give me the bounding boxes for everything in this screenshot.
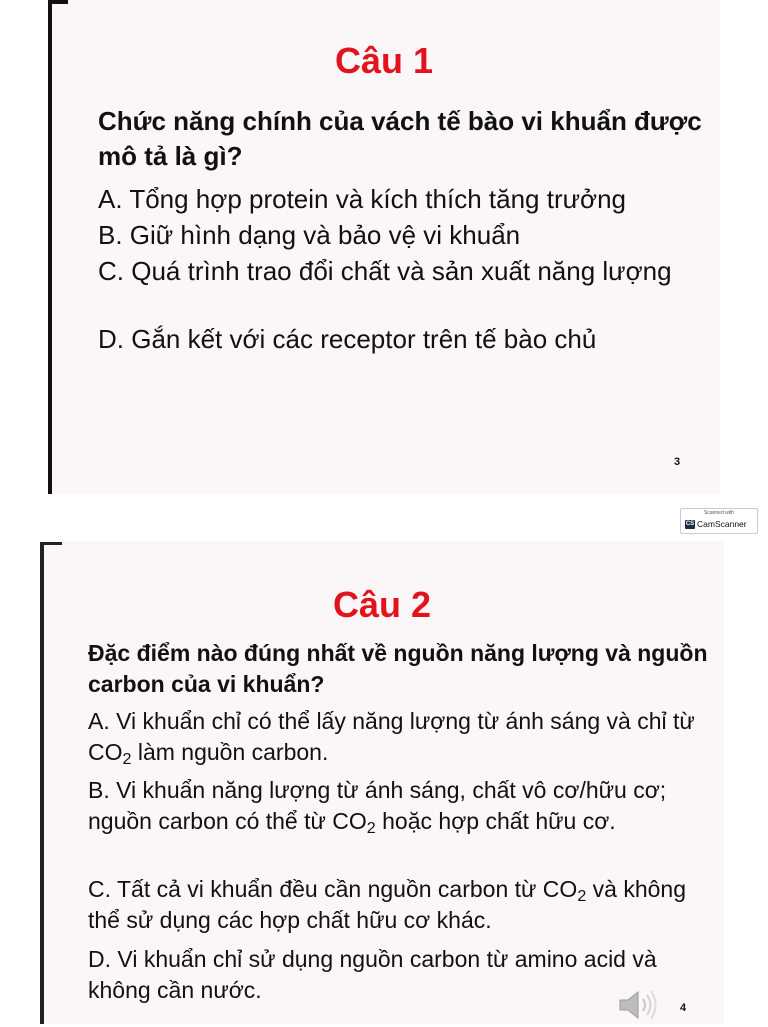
option-c-subscript: 2 <box>577 887 587 906</box>
question-1-option-a: A. Tổng hợp protein và kích thích tăng trưởng <box>98 184 626 214</box>
question-1-option-d: D. Gắn kết với các receptor trên tế bào chủ <box>98 324 597 354</box>
question-2-option-c <box>88 874 718 936</box>
slide-2 <box>40 542 724 1024</box>
slide-top-edge <box>40 542 62 545</box>
scanned-with-label: Scanned with <box>703 510 735 516</box>
question-2-option-a <box>88 706 718 768</box>
option-a-text: A. Vi khuẩn chỉ có thể lấy năng lượng từ ánh sáng và chỉ từ CO <box>88 708 695 765</box>
question-1-option-b: B. Giữ hình dạng và bảo vệ vi khuẩn <box>98 220 521 250</box>
question-2-title: Câu 2 <box>332 584 432 625</box>
question-2-option-d: D. Vi khuẩn chỉ sử dụng nguồn carbon từ amino acid và không cần nước. <box>88 946 657 1003</box>
option-c-text-end: và không thể sử dụng các hợp chất hữu cơ khác. <box>88 876 687 933</box>
page-number-3: 3 <box>674 456 681 468</box>
question-1-title: Câu 1 <box>334 40 434 81</box>
option-b-text-end: hoặc hợp chất hữu cơ. <box>375 808 616 834</box>
camscanner-name: CamScanner <box>697 519 747 529</box>
question-2-text: Đặc điểm nào đúng nhất về nguồn năng lượng và nguồn carbon của vi khuẩn? <box>88 640 708 697</box>
option-c-text: C. Tất cả vi khuẩn đều cần nguồn carbon từ CO <box>88 876 578 902</box>
page-number-4: 4 <box>680 1002 687 1014</box>
camscanner-watermark <box>680 508 758 534</box>
option-b-text: B. Vi khuẩn năng lượng từ ánh sáng, chất vô cơ/hữu cơ; nguồn carbon có thể từ CO <box>88 777 667 834</box>
camscanner-logo-icon: CS <box>685 521 695 527</box>
question-1-option-c: C. Quá trình trao đổi chất và sản xuất năng lượng <box>98 256 672 286</box>
option-a-subscript: 2 <box>122 750 132 769</box>
question-1-text: Chức năng chính của vách tế bào vi khuẩn được mô tả là gì? <box>98 106 702 171</box>
speaker-icon[interactable] <box>616 988 666 1022</box>
slide-1 <box>48 0 720 494</box>
slide-top-edge <box>48 0 68 4</box>
option-b-subscript: 2 <box>366 819 376 838</box>
question-2-option-b <box>88 775 718 837</box>
option-a-text-end: làm nguồn carbon. <box>131 739 329 765</box>
